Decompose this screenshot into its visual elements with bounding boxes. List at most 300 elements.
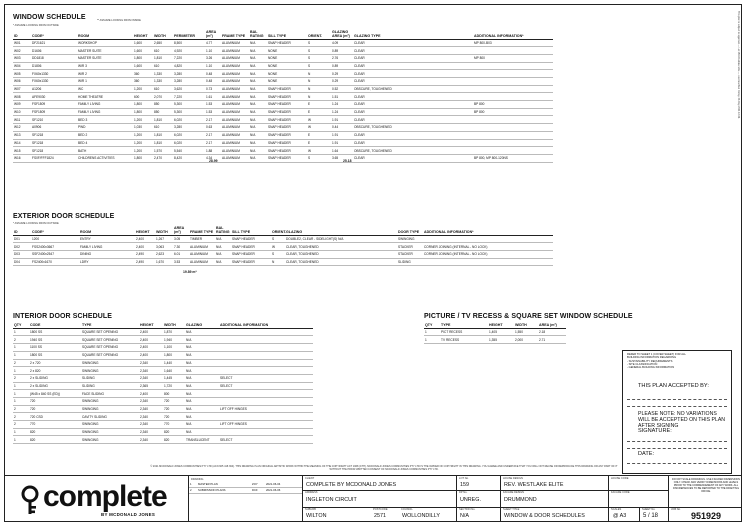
table-cell: SNAP HEADER [267, 108, 307, 116]
table-cell: 2,400 [135, 235, 155, 243]
table-cell: 0.48 [205, 78, 221, 86]
table-cell: SLIDING [81, 382, 139, 390]
exterior-door-row [13, 243, 553, 251]
table-cell: TRANSLUCENT [185, 436, 219, 444]
column-header: DOOR TYPE [397, 227, 423, 235]
table-cell: 0.89 [331, 62, 353, 70]
table-cell: N/A [249, 93, 267, 101]
table-cell: 2 [13, 359, 29, 367]
table-cell: PICT RECESS [440, 328, 488, 336]
column-header: SILL TYPE [231, 227, 271, 235]
table-cell: ALUMINIUM [221, 147, 249, 155]
table-cell: 1.91 [331, 116, 353, 124]
table-cell: 1.24 [331, 101, 353, 109]
table-cell: ALUMINIUM [221, 101, 249, 109]
exterior-door-row [13, 250, 553, 258]
revision-cell: DCF [251, 488, 265, 494]
table-cell: 1,330 [153, 78, 173, 86]
table-cell: CLEAR [353, 131, 473, 139]
table-cell: 1.88 [205, 147, 221, 155]
table-cell: E [307, 108, 331, 116]
table-cell: 2,340 [139, 359, 163, 367]
table-cell: WIR 1 [77, 78, 133, 86]
column-header: ADDITIONAL INFORMATION [219, 324, 313, 328]
revision-cell: 2021-06-06 [265, 488, 302, 494]
picture-schedule-title: PICTURE / TV RECESS & SQUARE SET WINDOW SCHEDULE [424, 313, 633, 320]
window-row [13, 147, 553, 155]
interior-door-row [13, 374, 313, 382]
table-cell: N/A [185, 390, 219, 398]
table-cell: S [271, 235, 285, 243]
table-cell: N/A [249, 85, 267, 93]
drawing-sheet [4, 4, 742, 522]
column-header: FRAME TYPE [189, 227, 215, 235]
facade-value: DRUMMOND [504, 497, 537, 503]
table-cell: 1800 SS [29, 328, 81, 336]
table-cell: LIFT OFF HINGES [219, 405, 313, 413]
cover-sheet-notes [627, 353, 731, 369]
table-cell: 1 [13, 428, 29, 436]
table-cell: 2,400 [139, 390, 163, 398]
table-cell: 1,440 [163, 359, 185, 367]
job-block [668, 476, 742, 522]
table-cell: AFE9030 [31, 93, 77, 101]
note-line: - SUSTAINABILITY REQUIREMENTS [627, 359, 673, 363]
address-label: ADDRESS [305, 491, 318, 494]
window-note-inside: ** ASSUME LOOKING FROM INSIDE [97, 19, 141, 22]
table-cell: CLEAR, TOUGHENED [285, 258, 397, 266]
table-cell [473, 70, 553, 78]
table-cell: BP 800, MP 800-120NS [473, 154, 553, 162]
table-cell: 3,063 [155, 243, 173, 251]
table-cell: N/A [249, 124, 267, 132]
dp-label: DP No. [459, 491, 468, 494]
table-cell: 5,300 [173, 101, 205, 109]
table-cell: 2,365 [139, 382, 163, 390]
table-cell [219, 351, 313, 359]
facade-code-label: FACADE CODE [611, 491, 630, 494]
table-cell: SNAP HEADER [231, 243, 271, 251]
window-row [13, 154, 553, 162]
column-header: HEIGHT [488, 324, 514, 328]
table-cell: FACE SLIDING [81, 390, 139, 398]
table-cell: 6,020 [173, 131, 205, 139]
table-cell: 6,020 [173, 116, 205, 124]
accepted-by-line-2[interactable] [627, 406, 727, 407]
column-header: PERIMETER [173, 31, 205, 39]
table-cell: BATH [77, 147, 133, 155]
table-cell: 2,340 [139, 428, 163, 436]
revision-cell: 1 [189, 482, 197, 488]
table-cell: 2.17 [205, 139, 221, 147]
table-cell: W16 [13, 154, 31, 162]
table-cell: DF21621 [31, 39, 77, 47]
table-cell: 1.53 [205, 108, 221, 116]
table-cell: CLEAR, TOUGHENED [285, 250, 397, 258]
interior-door-row [13, 344, 313, 352]
column-header: ADDITIONAL INFORMATION* [423, 227, 553, 235]
table-cell: SQUARE SET OPENING [81, 328, 139, 336]
sheet-number-cell [639, 507, 669, 522]
table-cell: PWD [77, 124, 133, 132]
postcode-value: 2571 [374, 513, 386, 519]
signature-line[interactable] [627, 441, 727, 442]
column-header: QTY [424, 324, 440, 328]
interior-door-row [13, 421, 313, 429]
table-cell: N/A [249, 131, 267, 139]
sheet-number-value: 5 / 18 [643, 513, 659, 519]
table-cell: 2,400 [139, 344, 163, 352]
table-cell: 0.29 [331, 70, 353, 78]
table-cell: 2,000 [514, 336, 538, 344]
accepted-by-line[interactable] [627, 399, 727, 400]
picture-rows [424, 328, 566, 343]
table-cell: N/A [185, 351, 219, 359]
table-cell: W [307, 147, 331, 155]
column-header: ROOM [79, 227, 135, 235]
table-cell: 850 [153, 108, 173, 116]
council-value: WOLLONDILLY [402, 513, 440, 519]
column-header: ID [13, 227, 31, 235]
table-cell: 1,200 [133, 116, 153, 124]
table-cell: BED 3 [77, 116, 133, 124]
table-cell: SNAP HEADER [231, 235, 271, 243]
column-header: ID [13, 31, 31, 39]
table-cell: 1,940 [163, 336, 185, 344]
section-label: SECTION No. [459, 508, 476, 511]
table-cell: 1,670 [155, 258, 173, 266]
table-cell: ALUMINIUM [221, 154, 249, 162]
table-cell: SNAP HEADER [231, 258, 271, 266]
table-cell: 2 [13, 374, 29, 382]
table-cell: NONE [267, 70, 307, 78]
table-cell: 2.17 [205, 116, 221, 124]
table-cell: 4.77 [205, 39, 221, 47]
disclaimer-text: DO NOT SCALE DRAWINGS. USE FIGURED DIMENSIONS ONLY. CHECK AND VERIFY DIMENSIONS AND LEVELS PRIOR TO THE COMMENCEMENT OF ANY WORK. ALL DISCREPANCIES TO BE REPORTED TO THE DRAFTING OFFICE. [672, 478, 740, 493]
table-cell: 1200 [31, 235, 79, 243]
table-cell: 5,540 [173, 147, 205, 155]
table-cell: 1.10 [205, 62, 221, 70]
table-cell: BP 800 [473, 101, 553, 109]
table-cell: 1.91 [331, 131, 353, 139]
table-cell: MASTER SUITE [77, 54, 133, 62]
table-cell: SWINGING [81, 367, 139, 375]
table-cell: N/A [249, 62, 267, 70]
table-cell: N/A [249, 154, 267, 162]
table-cell: 610 [153, 124, 173, 132]
table-cell: 1,870 [163, 328, 185, 336]
client-value: COMPLETE BY MCDONALD JONES [306, 482, 397, 488]
table-cell: SF1210 [31, 116, 77, 124]
table-cell: N [271, 258, 285, 266]
lot-block [456, 476, 500, 522]
table-cell: 3,280 [173, 70, 205, 78]
column-header: SILL TYPE [267, 31, 307, 39]
table-cell: N/A [249, 139, 267, 147]
table-cell: SWINGING [81, 428, 139, 436]
table-cell: D02 [13, 243, 31, 251]
postcode-label: POSTCODE [373, 508, 388, 511]
window-row [13, 131, 553, 139]
scales-label: SCALES [611, 508, 622, 511]
sheet-title-label: SHEET TITLE [503, 508, 520, 511]
table-cell: 1940 SS [29, 336, 81, 344]
table-cell: 1.91 [331, 139, 353, 147]
table-cell: 2,340 [139, 413, 163, 421]
table-cell: N/A [185, 367, 219, 375]
column-header: CODE* [31, 227, 79, 235]
table-cell: SQUARE SET OPENING [81, 351, 139, 359]
table-cell: 2 x 820 [29, 367, 81, 375]
table-cell: STACKER [397, 243, 423, 251]
table-cell: SWINGING [81, 421, 139, 429]
window-row [13, 93, 553, 101]
table-cell: SWINGING [81, 405, 139, 413]
table-cell: CLEAR [353, 108, 473, 116]
table-cell: 0.48 [205, 70, 221, 78]
column-header: WIDTH [155, 227, 173, 235]
table-cell: N/A [249, 78, 267, 86]
table-cell: S [307, 47, 331, 55]
table-cell: STACKER [397, 250, 423, 258]
column-header: BAL RATING [249, 31, 267, 39]
house-design-label: HOUSE DESIGN [503, 477, 523, 480]
table-cell: 3,620 [173, 85, 205, 93]
table-cell [473, 124, 553, 132]
table-cell: N [307, 70, 331, 78]
logo-wordmark: complete [43, 480, 167, 513]
column-header: QTY [13, 324, 29, 328]
column-header: AREA (m²) [205, 31, 221, 39]
table-cell: 720 CSD [29, 413, 81, 421]
house-code-label: HOUSE CODE [611, 477, 629, 480]
exterior-rows [13, 235, 553, 266]
table-cell: 0.63 [205, 124, 221, 132]
table-cell: 2 x SLIDING [29, 382, 81, 390]
table-cell: SQUARE SET OPENING [81, 336, 139, 344]
table-cell: DOUBLE2, CLEAR - SIDELIGHT(S) N/A [285, 235, 397, 243]
table-cell: 1100 SS [29, 344, 81, 352]
window-row [13, 108, 553, 116]
table-cell: 6.01 [173, 250, 189, 258]
council-label: COUNCIL [401, 508, 413, 511]
table-cell: 2,490 [135, 250, 155, 258]
table-cell: 1.64 [331, 147, 353, 155]
interior-door-row [13, 436, 313, 444]
table-cell: N/A [215, 243, 231, 251]
table-cell: 2.17 [205, 131, 221, 139]
exterior-header-row [13, 227, 553, 235]
table-cell: 1,640 [163, 367, 185, 375]
table-cell: W15 [13, 147, 31, 155]
table-cell: 1,810 [153, 54, 173, 62]
column-header: BAL RATING [216, 226, 230, 234]
table-cell: E [307, 131, 331, 139]
table-cell: 0.44 [331, 124, 353, 132]
window-rows [13, 39, 553, 162]
column-header: TYPE [440, 324, 488, 328]
table-cell: 610 [153, 85, 173, 93]
table-cell: 2,623 [155, 250, 173, 258]
table-cell: CLEAR [353, 39, 473, 47]
table-cell: SNAP HEADER [267, 85, 307, 93]
revision-rows [189, 482, 302, 494]
date-label: DATE: [638, 451, 655, 457]
table-cell: 720 [163, 397, 185, 405]
table-cell: S [271, 250, 285, 258]
table-cell: FX60x1330 [31, 70, 77, 78]
column-header: ADDITIONAL INFORMATION* [473, 31, 553, 39]
table-cell: MP 800 [473, 54, 553, 62]
table-cell: SWINGING [81, 397, 139, 405]
table-cell: 2,400 [139, 351, 163, 359]
codes-block [608, 476, 668, 522]
signature-label: SIGNATURE: [638, 428, 672, 434]
table-cell: 770 [29, 421, 81, 429]
table-cell: N [307, 93, 331, 101]
table-cell: 850 [153, 101, 173, 109]
date-line[interactable] [627, 463, 727, 464]
table-cell: ALUMINIUM [221, 93, 249, 101]
table-cell: N/A [215, 258, 231, 266]
picture-header-row [424, 324, 566, 328]
table-cell: 1,800 [133, 54, 153, 62]
table-cell: 2,470 [153, 154, 173, 162]
picture-row [424, 336, 566, 344]
table-cell: NONE [267, 47, 307, 55]
exterior-total-area: 19.89 m² [183, 270, 197, 274]
table-cell: 1.61 [205, 93, 221, 101]
table-cell: 1 [13, 367, 29, 375]
job-number-value: 951929 [691, 511, 722, 521]
table-cell: 2 [13, 421, 29, 429]
lot-label: LOT No. [459, 477, 469, 480]
interior-door-title: INTERIOR DOOR SCHEDULE [13, 313, 113, 320]
title-block [5, 475, 742, 522]
table-cell: 1,800 [163, 351, 185, 359]
table-cell [423, 235, 553, 243]
column-header: WIDTH [514, 324, 538, 328]
table-cell: 3.65 [331, 154, 353, 162]
table-cell [473, 93, 553, 101]
table-cell: 2,340 [139, 436, 163, 444]
table-cell: N/A [249, 108, 267, 116]
table-cell: 1 [13, 344, 29, 352]
interior-door-row [13, 397, 313, 405]
table-cell: FSF1809 [31, 108, 77, 116]
table-cell: S [307, 54, 331, 62]
table-cell: ALUMINIUM [221, 116, 249, 124]
table-cell: SELECT [219, 382, 313, 390]
table-cell: W02 [13, 47, 31, 55]
table-cell: BP 800 [473, 108, 553, 116]
table-cell: 2.18 [538, 328, 566, 336]
table-cell: W [307, 124, 331, 132]
table-cell: N/A [249, 147, 267, 155]
exterior-door-row [13, 235, 553, 243]
table-cell [473, 116, 553, 124]
table-cell: 1,445 [163, 374, 185, 382]
table-cell: ALUMINIUM [221, 54, 249, 62]
table-cell: W [307, 116, 331, 124]
table-cell [219, 390, 313, 398]
table-cell: N/A [185, 405, 219, 413]
table-cell: ALUMINIUM [189, 243, 215, 251]
table-cell: 2,070 [153, 93, 173, 101]
table-cell: FAMILY LIVING [77, 108, 133, 116]
table-cell: 2 x SLIDING [29, 374, 81, 382]
table-cell: (W45 x 840 SS (ED)) [29, 390, 81, 398]
table-cell: 1 [13, 397, 29, 405]
table-cell [473, 147, 553, 155]
table-cell: 820 [163, 436, 185, 444]
window-row [13, 85, 553, 93]
table-cell: ALUMINIUM [189, 258, 215, 266]
revision-row [189, 488, 302, 494]
column-header: WIDTH [153, 31, 173, 39]
facade-label: FACADE DESIGN [503, 491, 525, 494]
interior-rows [13, 328, 313, 443]
table-cell: 360 [133, 70, 153, 78]
table-cell: 720 [163, 405, 185, 413]
table-cell: 1,200 [133, 147, 153, 155]
window-schedule-title: WINDOW SCHEDULE [13, 14, 86, 21]
table-cell: 4,820 [173, 62, 205, 70]
table-cell: 2,400 [139, 328, 163, 336]
window-total-area: 28.99 [209, 159, 218, 163]
table-cell: 820 [163, 428, 185, 436]
table-cell: 8,420 [173, 154, 205, 162]
column-header: TYPE [81, 324, 139, 328]
window-row [13, 116, 553, 124]
table-cell: D1606 [31, 47, 77, 55]
table-cell [219, 367, 313, 375]
copyright-notice: © 2021 MCDONALD JONES COMMUNITIES PTY LTD (ACN 605 418 364). THIS DRAWING IS AN ORIGINAL ARTISTIC WORK WITHIN THE MEANING OF THE COPYRIGHT ACT 1968 (CTH). MCDONALD JONES COMMUNITIES PTY LTD IS THE OWNER OF COPYRIGHT IN THIS DRAWING. YOU AGREE AND UNDERTAKE THAT YOU WILL NOT REUSE OR REPRODUCE THIS DRAWING OR ANY PART OF IT WITHOUT THE PRIOR WRITTEN CONSENT OF MCDONALD JONES COMMUNITIES PTY LTD. [150, 465, 618, 471]
table-cell: SNAP HEADER [267, 131, 307, 139]
table-cell [473, 131, 553, 139]
table-cell: 2 x 720 [29, 359, 81, 367]
table-cell: CLEAR [353, 101, 473, 109]
client-block [302, 476, 456, 522]
window-header-row [13, 31, 553, 39]
table-cell: ALUMINIUM [221, 47, 249, 55]
table-cell: N/A [185, 336, 219, 344]
table-cell: ENTRY [79, 235, 135, 243]
table-cell: W05 [13, 70, 31, 78]
table-cell: ALUMINIUM [221, 70, 249, 78]
table-cell: ALUMINIUM [221, 85, 249, 93]
table-cell: 800 [163, 390, 185, 398]
table-cell: SF1218 [31, 147, 77, 155]
table-cell: 1,267 [155, 235, 173, 243]
table-cell: S [307, 39, 331, 47]
table-cell: 720 [29, 405, 81, 413]
table-cell: LIFT OFF HINGES [219, 421, 313, 429]
interior-door-row [13, 351, 313, 359]
table-cell: 1,550 [514, 328, 538, 336]
table-cell: D03 [13, 250, 31, 258]
table-cell: NONE [267, 62, 307, 70]
table-cell: 0.29 [331, 78, 353, 86]
table-cell: WC [77, 85, 133, 93]
table-cell: DD1818 [31, 54, 77, 62]
signature-line-2[interactable] [627, 448, 727, 449]
table-cell: N/A [249, 70, 267, 78]
window-row [13, 62, 553, 70]
table-cell: SSF2400x2547 [31, 250, 79, 258]
table-cell: D04 [13, 258, 31, 266]
table-cell: 820 [29, 436, 81, 444]
